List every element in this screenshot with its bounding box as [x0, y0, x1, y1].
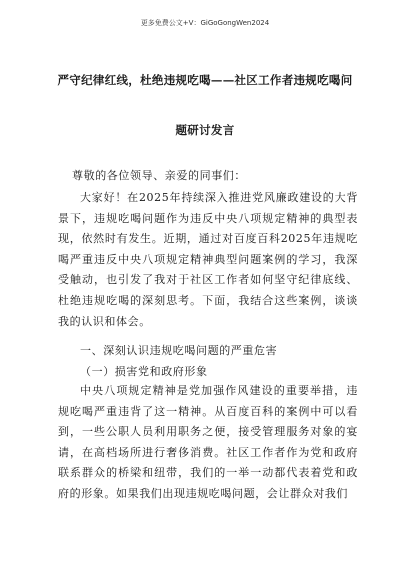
document-title-line2: 题研讨发言 [175, 123, 235, 137]
paragraph-body: 中央八项规定精神是党加强作风建设的重要举措，违规吃喝严重违背了这一精神。从百度百科的案例中可以看到，一些公职人员利用职务之便，接受管理服务对象的宴请，在高档场所进行奢侈消费。社区工作者作为党和政府联系群众的桥梁和纽带，我们的一举一动都代表着党和政府的形象。如果我们出现违规吃喝问题，会让群众对我们 [58, 384, 358, 500]
section-heading-1: 一、深刻认识违规吃喝问题的严重危害 [80, 344, 278, 357]
header-note: 更多免费公文+V：GiGoGongWen2024 [140, 19, 270, 27]
subsection-heading-1: （一）损害党和政府形象 [80, 365, 208, 378]
document-title-line1: 严守纪律红线，杜绝违规吃喝——社区工作者违规吃喝问 [57, 73, 353, 87]
paragraph-intro: 大家好！在2025年持续深入推进党风廉政建设的大背景下，违规吃喝问题作为违反中央八项规定精神的典型表现，依然时有发生。近期，通过对百度百科2025年违规吃喝严重违反中央八项规定精神典型问题案例的学习，我深受触动，也引发了我对于社区工作者如何坚守纪律底线、杜绝违规吃喝的深刻思考。下面，我结合这些案例，谈谈我的认识和体会。 [58, 191, 358, 328]
salutation: 尊敬的各位领导、亲爱的同事们： [72, 169, 246, 182]
